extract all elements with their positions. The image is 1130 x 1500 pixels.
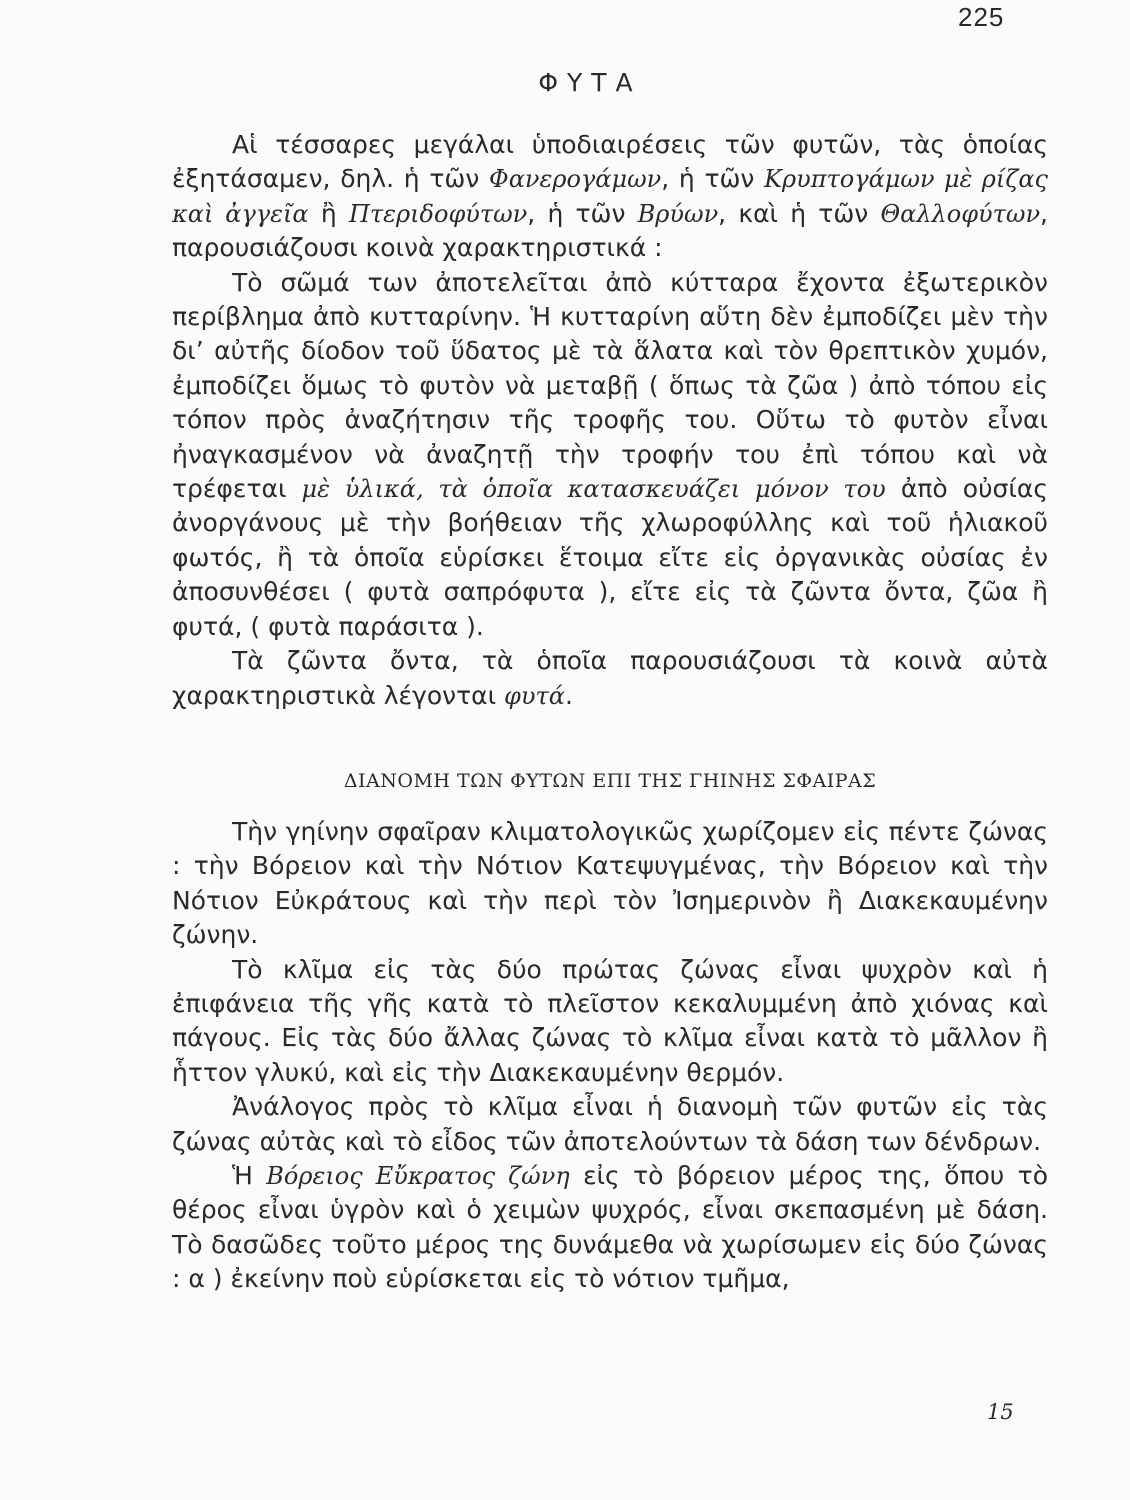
italic-term: Βρύων [637,199,719,228]
text-run: , ἡ τῶν [527,198,638,228]
italic-term: φυτά [504,681,565,710]
text-run: , παρουσιάζουσι κοινὰ χαρακτηριστικά : [172,198,1048,263]
paragraph [172,815,1048,953]
text-run: ἢ [308,198,349,228]
text-run: Ἀνάλογος πρὸς τὸ κλῖμα εἶναι ἡ διανομὴ τῶν φυτῶν εἰς τὰς ζώνας αὐτὰς καὶ τὸ εἶδος τῶν ἀποτελούντων τὰ δάση των δένδρων. [172,1092,1048,1156]
intro-text-block [172,128,1048,713]
italic-term: Φανερογάμων [489,165,662,194]
text-run: Ἡ [232,1161,267,1191]
paragraph [172,1159,1048,1297]
text-run: Τὸ σῶμά των ἀποτελεῖται ἀπὸ κύτταρα ἔχοντα ἐξωτερικὸν περίβλημα ἀπὸ κυτταρίνην. Ἡ κυτταρίνη αὕτη δὲν ἐμποδίζει μὲν τὴν δι’ αὐτῆς δίοδον τοῦ ὕδατος μὲ τὰ ἅλατα καὶ τὸν θρεπτικὸν χυμόν, ἐμποδίζει ὅμως τὸ φυτὸν νὰ μεταβῇ ( ὅπως τὰ ζῶα ) ἀπὸ τόπου εἰς τόπον πρὸς ἀναζήτησιν τῆς τροφῆς του. Οὕτω τὸ φυτὸν εἶναι ἠναγκασμένον νὰ ἀναζητῇ τὴν τροφήν του ἐπὶ τόπου καὶ νὰ τρέφεται [172,267,1048,504]
text-run: Τὰ ζῶντα ὄντα, τὰ ὁποῖα παρουσιάζουσι τὰ κοινὰ αὐτὰ χαρακτηριστικὰ λέγονται [172,646,1048,710]
page-number: 225 [958,2,1005,32]
italic-term: Πτεριδοφύτων [348,199,528,228]
text-run: ἀπὸ οὐσίας ἀνοργάνους μὲ τὴν βοήθειαν τῆς χλωροφύλλης καὶ τοῦ ἡλιακοῦ φωτός, ἢ τὰ ὁποῖα εὑρίσκει ἕτοιμα εἴτε εἰς ὀργανικὰς οὐσίας ἐν ἀποσυνθέσει ( φυτὰ σαπρόφυτα ), εἴτε εἰς τὰ ζῶντα ὄντα, ζῶα ἢ φυτά, ( φυτὰ παράσιτα ). [172,474,1049,641]
text-run: Τὸ κλῖμα εἰς τὰς δύο πρώτας ζώνας εἶναι ψυχρὸν καὶ ἡ ἐπιφάνεια τῆς γῆς κατὰ τὸ πλεῖστον κεκαλυμμένη ἀπὸ χιόνας καὶ πάγους. Εἰς τὰς δύο ἄλλας ζώνας τὸ κλῖμα εἶναι κατὰ τὸ μᾶλλον ἢ ἧττον γλυκύ, καὶ εἰς τὴν Διακεκαυμένην θερμόν. [172,954,1048,1087]
paragraph [172,1090,1048,1159]
paragraph [172,128,1048,266]
italic-term: Θαλλοφύτων [880,199,1041,228]
paragraph [172,266,1048,644]
section-heading: ΔΙΑΝΟΜΗ ΤΩΝ ΦΥΤΩΝ ΕΠΙ ΤΗΣ ΓΗΙΝΗΣ ΣΦΑΙΡΑΣ [343,770,877,792]
text-run: Τὴν γηίνην σφαῖραν κλιματολογικῶς χωρίζομεν εἰς πέντε ζώνας : τὴν Βόρειον καὶ τὴν Νότιον Κατεψυγμένας, τὴν Βόρειον καὶ τὴν Νότιον Εὐκράτους καὶ τὴν περὶ τὸν Ἰσημερινὸν ἢ Διακεκαυμένην ζώνην. [172,817,1048,950]
paragraph [172,644,1048,713]
paragraph [172,953,1048,1091]
italic-term: Βόρειος Εὔκρατος ζώνη [266,1162,570,1191]
italic-term: μὲ ὑλικά, τὰ ὁποῖα κατασκευάζει μόνον του [301,475,886,504]
text-run: , καὶ ἡ τῶν [718,198,881,228]
chapter-title: ΦΥΤΑ [538,68,642,97]
section-text-block [172,815,1048,1297]
text-run: εἰς τὸ βόρειον μέρος της, ὅπου τὸ θέρος εἶναι ὑγρὸν καὶ ὁ χειμὼν ψυχρός, εἶναι σκεπασμένη μὲ δάση. Τὸ δασῶδες τοῦτο μέρος της δυνάμεθα νὰ χωρίσωμεν εἰς δύο ζώνας : α ) ἐκείνην ποὺ εὑρίσκεται εἰς τὸ νότιον τμῆμα, [172,1161,1048,1294]
text-run: . [564,680,573,710]
text-run: Αἱ τέσσαρες μεγάλαι ὑποδιαιρέσεις τῶν φυτῶν, τὰς ὁποίας ἐξητάσαμεν, δηλ. ἡ τῶν [172,130,1048,194]
text-run: , ἡ τῶν [661,164,765,194]
signature-mark: 15 [987,1400,1014,1424]
italic-term: Κρυπτογάμων μὲ ρίζας καὶ ἀγγεῖα [172,165,1048,228]
